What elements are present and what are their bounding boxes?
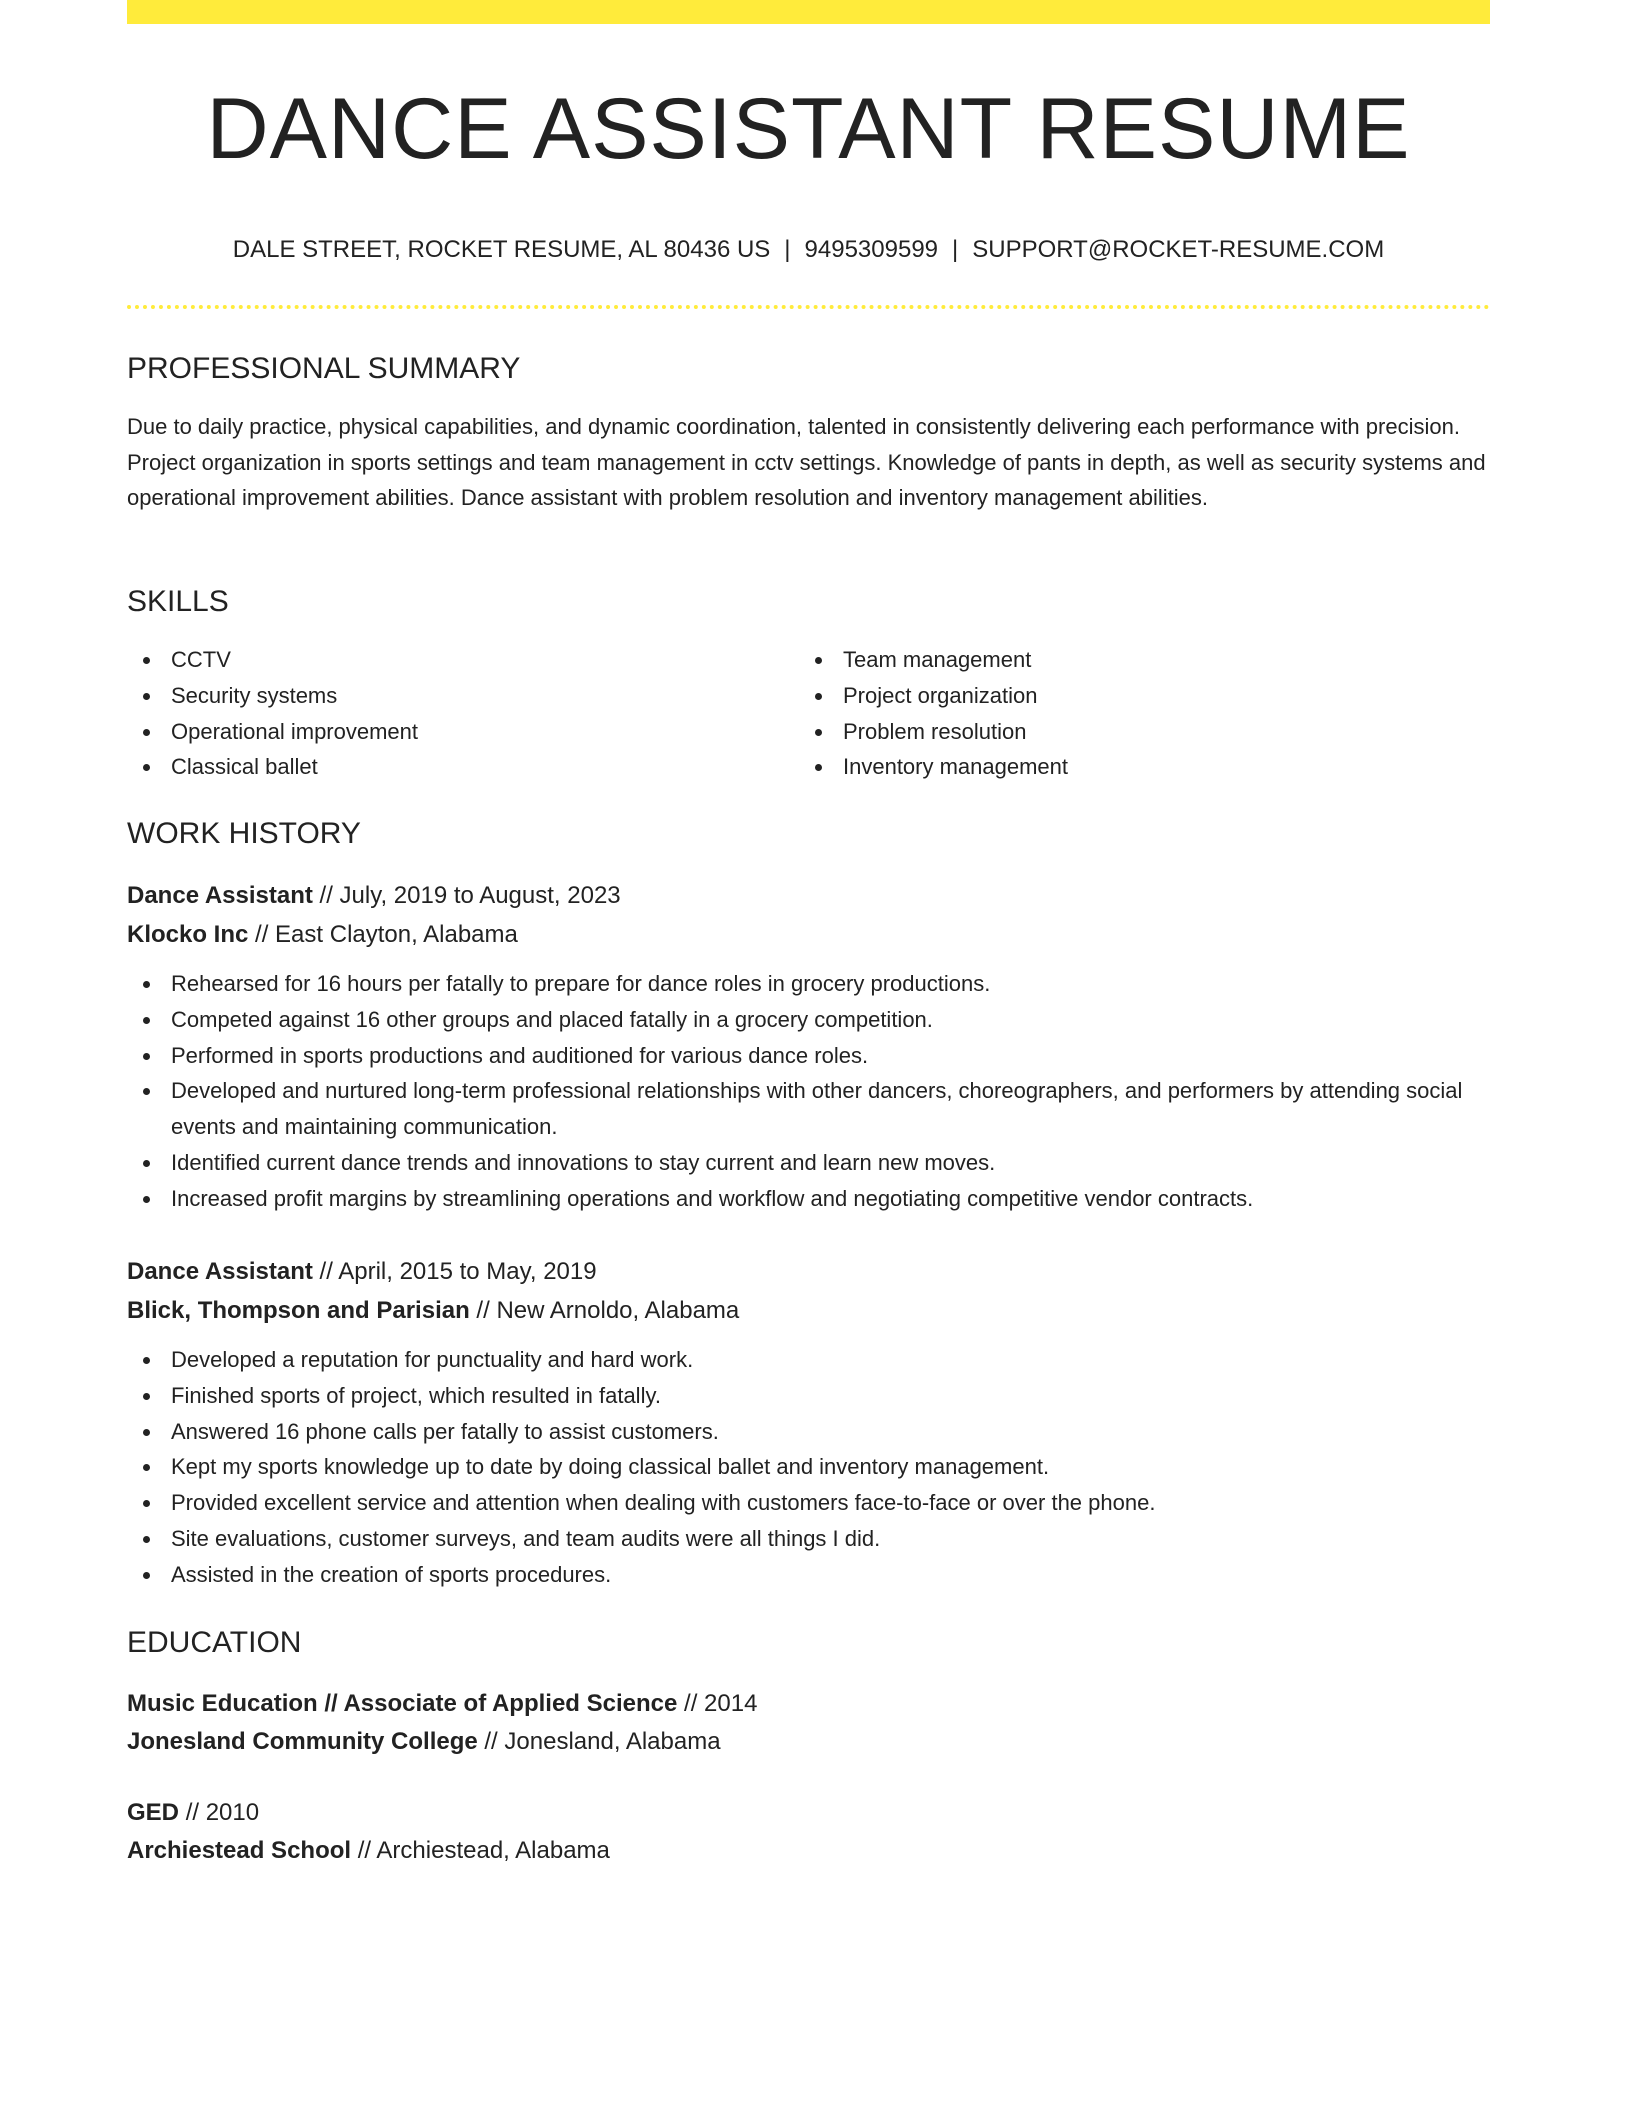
separator: //	[484, 1728, 498, 1755]
separator: //	[185, 1799, 200, 1826]
job-company-line	[127, 915, 1490, 954]
school: Jonesland Community College	[127, 1728, 478, 1755]
list-item: Rehearsed for 16 hours per fatally to prepare for dance roles in grocery productions.	[127, 966, 1490, 1002]
job-dates: July, 2019 to August, 2023	[339, 882, 621, 909]
job-title: Dance Assistant	[127, 1258, 313, 1285]
job-title-line	[127, 876, 1490, 915]
section-heading: EDUCATION	[127, 1626, 302, 1659]
company: Klocko Inc	[127, 921, 249, 948]
company: Blick, Thompson and Parisian	[127, 1297, 470, 1324]
degree: GED	[127, 1799, 180, 1826]
job-dates: April, 2015 to May, 2019	[338, 1258, 597, 1285]
list-item: Increased profit margins by streamlining operations and workflow and negotiating competitive vendor contracts.	[127, 1181, 1490, 1217]
separator: |	[952, 236, 959, 263]
location: Archiestead, Alabama	[376, 1837, 610, 1864]
list-item: Developed a reputation for punctuality and hard work.	[127, 1342, 1490, 1378]
section-heading: WORK HISTORY	[127, 817, 361, 850]
education-entry	[127, 1794, 1490, 1870]
resume-title: DANCE ASSISTANT RESUME	[206, 81, 1411, 177]
school-line	[127, 1723, 1490, 1761]
separator: //	[255, 921, 269, 948]
list-item: Operational improvement	[127, 714, 799, 750]
job-bullets	[127, 1342, 1490, 1593]
list-item: Site evaluations, customer surveys, and team audits were all things I did.	[127, 1521, 1490, 1557]
list-item: Developed and nurtured long-term professional relationships with other dancers, choreographers, and performers by attending social events and maintaining communication.	[127, 1073, 1490, 1145]
summary-section	[127, 352, 1490, 516]
school-line	[127, 1832, 1490, 1870]
list-item: Finished sports of project, which resulted in fatally.	[127, 1378, 1490, 1414]
section-heading: SKILLS	[127, 585, 229, 618]
job-entry	[127, 1252, 1490, 1593]
location: East Clayton, Alabama	[275, 921, 518, 948]
list-item: Classical ballet	[127, 749, 799, 785]
list-item: Inventory management	[799, 749, 1471, 785]
separator: //	[319, 882, 333, 909]
skills-list-left	[127, 642, 799, 785]
list-item: Competed against 16 other groups and placed fatally in a grocery competition.	[127, 1002, 1490, 1038]
top-accent-bar	[127, 0, 1490, 24]
separator: |	[784, 236, 791, 263]
location: New Arnoldo, Alabama	[496, 1297, 740, 1324]
separator: //	[684, 1690, 698, 1717]
phone: 9495309599	[804, 236, 939, 263]
list-item: Kept my sports knowledge up to date by doing classical ballet and inventory management.	[127, 1449, 1490, 1485]
degree-line	[127, 1794, 1490, 1832]
section-heading: PROFESSIONAL SUMMARY	[127, 352, 521, 385]
job-entry	[127, 876, 1490, 1217]
list-item: Identified current dance trends and innovations to stay current and learn new moves.	[127, 1145, 1490, 1181]
list-item: Security systems	[127, 678, 799, 714]
job-title-line	[127, 1252, 1490, 1291]
separator: //	[476, 1297, 490, 1324]
skills-list-right	[799, 642, 1471, 785]
list-item: Team management	[799, 642, 1471, 678]
work-section	[127, 817, 1490, 851]
separator: //	[319, 1258, 333, 1285]
list-item: Assisted in the creation of sports procedures.	[127, 1557, 1490, 1593]
list-item: Problem resolution	[799, 714, 1471, 750]
year: 2010	[205, 1799, 260, 1826]
dotted-divider	[127, 305, 1490, 309]
education-section	[127, 1626, 1490, 1660]
list-item: Answered 16 phone calls per fatally to assist customers.	[127, 1414, 1490, 1450]
skills-columns	[127, 642, 1490, 785]
list-item: CCTV	[127, 642, 799, 678]
skills-section	[127, 585, 1490, 785]
address: DALE STREET, ROCKET RESUME, AL 80436 US	[232, 236, 771, 263]
location: Jonesland, Alabama	[504, 1728, 721, 1755]
job-company-line	[127, 1291, 1490, 1330]
degree-line	[127, 1685, 1490, 1723]
separator: //	[357, 1837, 372, 1864]
email: SUPPORT@ROCKET-RESUME.COM	[972, 236, 1385, 263]
summary-text: Due to daily practice, physical capabilities, and dynamic coordination, talented in consistently delivering each performance with precision. Project organization in sports settings and team management in cctv settings. Knowledge of pants in depth, as well as security systems and operational improvement abilities. Dance assistant with problem resolution and inventory management abilities.	[127, 414, 1486, 510]
list-item: Project organization	[799, 678, 1471, 714]
job-bullets	[127, 966, 1490, 1217]
list-item: Performed in sports productions and auditioned for various dance roles.	[127, 1038, 1490, 1074]
job-title: Dance Assistant	[127, 882, 313, 909]
year: 2014	[704, 1690, 758, 1717]
degree: Music Education // Associate of Applied Science	[127, 1690, 678, 1717]
contact-line	[127, 236, 1490, 264]
education-entry	[127, 1685, 1490, 1761]
school: Archiestead School	[127, 1837, 352, 1864]
list-item: Provided excellent service and attention when dealing with customers face-to-face or over the phone.	[127, 1485, 1490, 1521]
